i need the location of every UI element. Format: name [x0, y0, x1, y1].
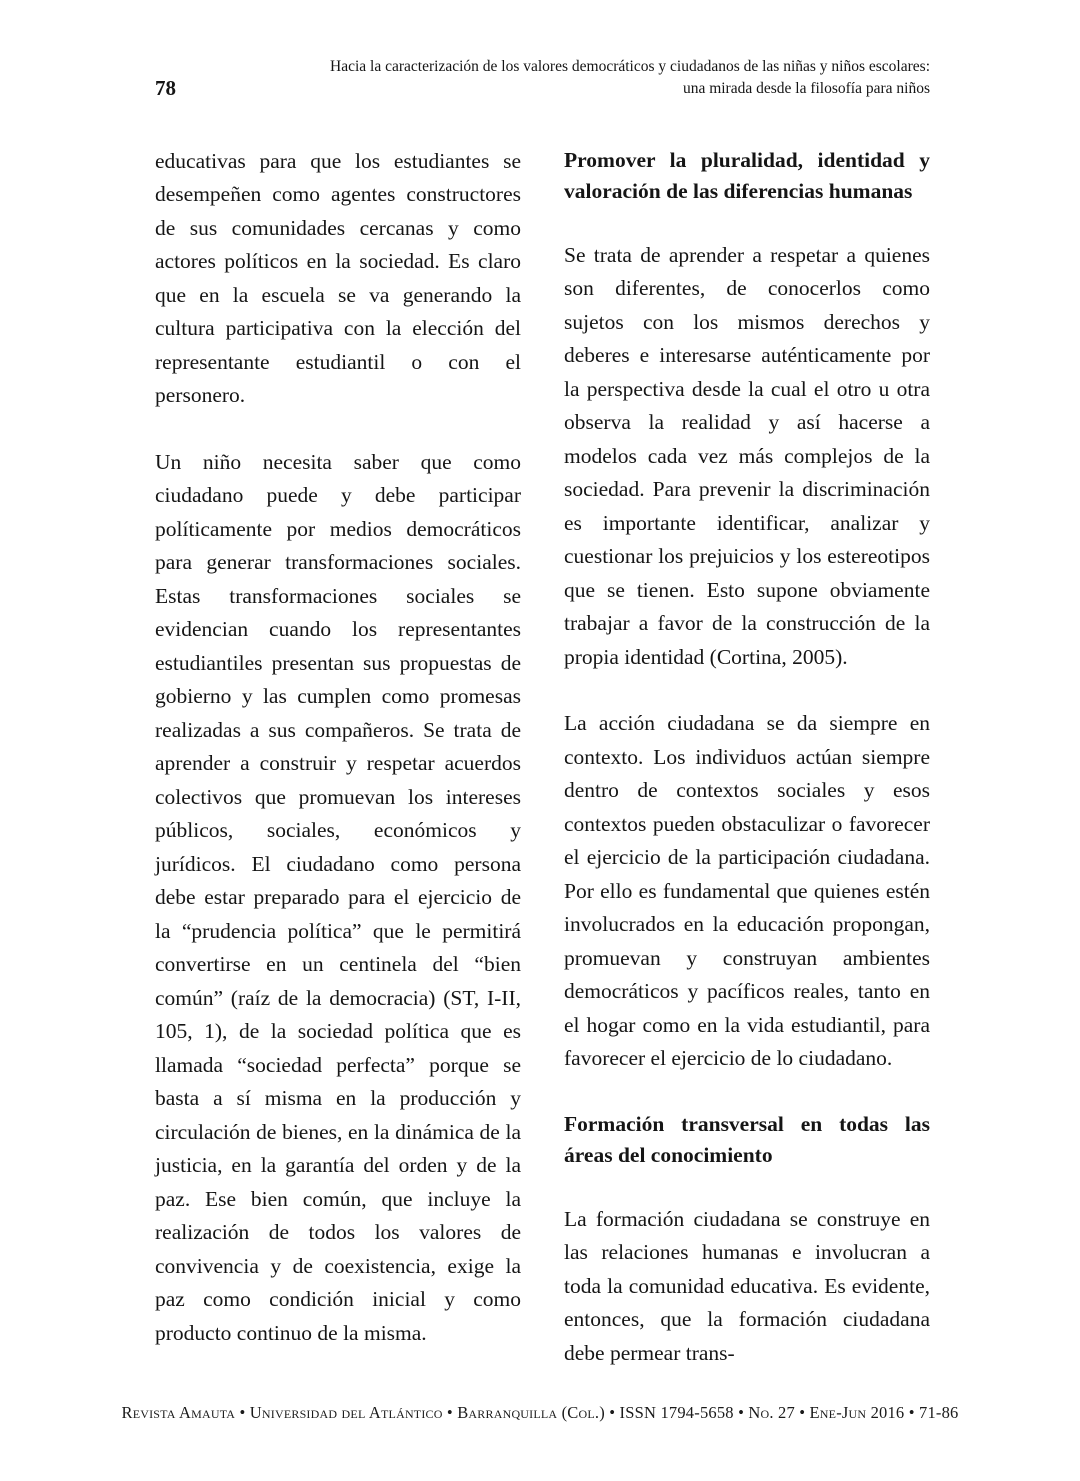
right-column [564, 145, 930, 1371]
page-footer [0, 1403, 1080, 1423]
paragraph: educativas para que los estudiantes se desempeñen como agentes constructores de sus comunidades cercanas y como actores políticos en la sociedad. Es claro que en la escuela se va generando la cultura participativa con la elección del representante estudiantil o con el personero. [155, 148, 521, 408]
body-columns [155, 145, 930, 1371]
running-title-line1: Hacia la caracterización de los valores democráticos y ciudadanos de las niñas y niños escolares: [330, 58, 930, 75]
page-number: 78 [155, 75, 176, 100]
paragraph: La formación ciudadana se construye en las relaciones humanas e involucran a toda la comunidad educativa. Es evidente, entonces, que la formación ciudadana debe permear trans- [564, 1206, 930, 1365]
section-heading: Promover la pluralidad, identidad y valoración de las diferencias humanas [564, 147, 930, 203]
paragraph: Se trata de aprender a respetar a quienes son diferentes, de conocerlos como sujetos con los mismos derechos y deberes e interesarse auténticamente por la perspectiva desde la cual el otro u otra observa la realidad y así hacerse a modelos cada vez más complejos de la sociedad. Para prevenir la discriminación es importante identificar, analizar y cuestionar los prejuicios y los estereotipos que se tienen. Esto supone obviamente trabajar a favor de la construcción de la propia identidad (Cortina, 2005). [564, 242, 930, 669]
running-title [330, 56, 930, 101]
section-heading: Formación transversal en todas las áreas del conocimiento [564, 1111, 930, 1167]
paragraph: Un niño necesita saber que como ciudadano puede y debe participar políticamente por medios democráticos para generar transformaciones sociales. Estas transformaciones sociales se evidencian cuando los representantes estudiantiles presentan sus propuestas de gobierno y las cumplen como promesas realizadas a sus compañeros. Se trata de aprender a construir y respetar acuerdos colectivos que promuevan los intereses públicos, sociales, económicos y jurídicos. El ciudadano como persona debe estar preparado para el ejercicio de la “prudencia política” que le permitirá convertirse en un centinela del “bien común” (raíz de la democracia) (ST, I-II, 105, 1), de la sociedad política que es llamada “sociedad perfecta” porque se basta a sí misma en la producción y circulación de bienes, en la dinámica de la justicia, en la garantía del orden y de la paz. Ese bien común, que incluye la realización de todos los valores de convivencia y de coexistencia, exige la paz como condición inicial y como producto continuo de la misma. [155, 449, 521, 1345]
paragraph: La acción ciudadana se da siempre en contexto. Los individuos actúan siempre dentro de contextos sociales y esos contextos pueden obstaculizar o favorecer el ejercicio de la participación ciudadana. Por ello es fundamental que quienes estén involucrados en la educación propongan, promuevan y construyan ambientes democráticos y pacíficos reales, tanto en el hogar como en la vida estudiantil, para favorecer el ejercicio de lo ciudadano. [564, 711, 930, 1071]
journal-citation-line: Revista Amauta • Universidad del Atlántico • Barranquilla (Col.) • ISSN 1794-5658 • No. 27 • Ene-Jun 2016 • 71-86 [121, 1403, 959, 1422]
left-column [155, 145, 521, 1371]
running-title-line2: una mirada desde la filosofía para niños [682, 80, 930, 98]
page-header [155, 56, 930, 101]
